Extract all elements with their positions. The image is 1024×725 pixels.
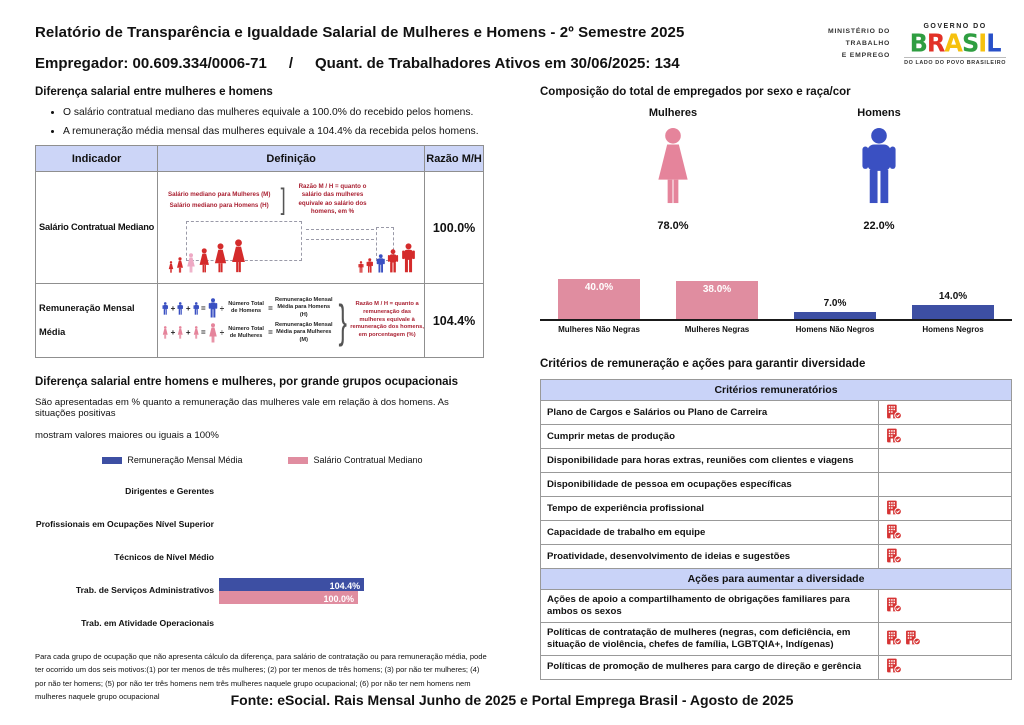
women-figures-group: [168, 239, 247, 273]
active-workers-count: Quant. de Trabalhadores Ativos em 30/06/2025: 134: [314, 55, 680, 72]
subtitle-separator: /: [288, 55, 293, 72]
result-women-label: Remuneração Mensal Média para Mulheres (M): [274, 322, 333, 343]
dashed-connector-line: [306, 229, 374, 230]
company-check-icon: [886, 658, 902, 673]
source-footer: Fonte: eSocial. Rais Mensal Junho de 2025 e Portal Emprega Brasil - Agosto de 2025: [230, 692, 794, 708]
man-icon: [193, 302, 200, 315]
ratio-avg-remuneration: 104.4%: [425, 284, 484, 358]
company-check-icon: [886, 548, 902, 563]
criteria-mark-cell: [879, 449, 1012, 473]
occupational-desc-line1: São apresentadas em % quanto a remuneração das mulheres vale em relação à dos homens. As situações positivas: [35, 397, 449, 419]
criteria-header-acoes: Ações para aumentar a diversidade: [541, 569, 1012, 590]
women-formula-row: + + = ÷ Número Total de Mulheres = Remuneração Mensal Média para Mulheres (M): [162, 322, 333, 344]
brasil-logo: BRASIL: [909, 27, 1001, 58]
men-percentage: 22.0%: [863, 220, 895, 232]
legend-swatch-blue: [102, 457, 122, 464]
value-bar: 100.0%: [219, 591, 358, 604]
occupational-desc-line2: mostram valores maiores ou iguais a 100%: [35, 430, 219, 441]
woman-icon: [208, 323, 218, 343]
ministry-label: MINISTÉRIO DO TRABALHO E EMPREGO: [828, 27, 891, 60]
ratio-note: Razão M / H = quanto a remuneração das mulheres equivale à remuneração dos homens, em porcentagem (%): [350, 300, 425, 339]
woman-icon: [168, 261, 174, 273]
table-row: Políticas de contratação de mulheres (negras, com deficiência, em situação de violência, chefes de família, LGBTQIA+, Indígenas): [541, 622, 1012, 655]
legend-swatch-pink: [288, 457, 308, 464]
company-check-icon: [886, 500, 902, 515]
man-icon: [366, 258, 374, 273]
government-logo-block: [828, 16, 1010, 72]
men-pictogram: [789, 107, 969, 232]
women-percentage: 78.0%: [657, 220, 689, 232]
legend-item-pink: Salário Contratual Mediano: [288, 455, 422, 465]
criteria-mark-cell: [879, 545, 1012, 569]
def-line-women: Salário mediano para Mulheres (M): [167, 190, 271, 198]
chart-legend: [35, 455, 490, 465]
table-row: Disponibilidade para horas extras, reuniões com clientes e viagens: [541, 449, 1012, 473]
man-icon: [208, 298, 218, 318]
employer-id: Empregador: 00.609.334/0006-71: [35, 55, 267, 72]
indicator-avg-remuneration: Remuneração Mensal Média: [36, 284, 158, 358]
people-comparison-graphic: [160, 219, 422, 277]
result-men-label: Remuneração Mensal Média para Homens (H): [274, 297, 333, 318]
governo-do-brasil-logo: GOVERNO DO BRASIL DO LADO DO POVO BRASILEIRO: [904, 22, 1006, 66]
man-icon: [859, 127, 899, 205]
criteria-mark-cell: [879, 622, 1012, 655]
woman-icon: [176, 257, 184, 273]
report-subtitle: [35, 55, 702, 72]
woman-icon: [177, 326, 184, 339]
company-check-icon: [886, 524, 902, 539]
table-row: Políticas de promoção de mulheres para cargo de direção e gerência: [541, 655, 1012, 679]
women-label: Mulheres: [648, 107, 698, 119]
man-icon: [401, 243, 416, 273]
men-figures-group: [358, 243, 416, 273]
table-row: Cumprir metas de produção: [541, 425, 1012, 449]
table-row: Proatividade, desenvolvimento de ideias e sugestões: [541, 545, 1012, 569]
criteria-mark-cell: [879, 473, 1012, 497]
def-line-men: Salário mediano para Homens (H): [169, 201, 269, 209]
man-icon: [177, 302, 184, 315]
company-check-icon: [886, 597, 902, 612]
divisor-men-label: Número Total de Homens: [228, 300, 264, 315]
dashed-connector-line: [306, 239, 374, 240]
woman-icon: [193, 326, 200, 339]
company-check-icon: [905, 630, 921, 645]
bar-homens-negros: 14.0%: [894, 268, 1012, 319]
bullet-avg-remuneration: • A remuneração média mensal das mulheres equivale a 104.4% da recebida pelos homens.: [63, 126, 490, 137]
table-row: Plano de Cargos e Salários ou Plano de Carreira: [541, 401, 1012, 425]
report-title: Relatório de Transparência e Igualdade Salarial de Mulheres e Homens - 2º Semestre 2025: [35, 24, 685, 41]
table-row: Tempo de experiência profissional: [541, 497, 1012, 521]
chart-row: Profissionais em Ocupações Nível Superior: [35, 519, 214, 530]
criteria-mark-cell: [879, 425, 1012, 449]
man-icon: [387, 249, 399, 273]
salary-diff-title: Diferença salarial entre mulheres e homens: [35, 86, 273, 98]
indicator-median-salary: Salário Contratual Mediano: [36, 172, 158, 284]
indicator-table: [35, 145, 484, 358]
criteria-mark-cell: [879, 401, 1012, 425]
bracket-glyph: ]: [280, 182, 286, 216]
ratio-median-salary: 100.0%: [425, 172, 484, 284]
table-row: Ações de apoio a compartilhamento de obrigações familiares para ambos os sexos: [541, 590, 1012, 623]
remuneration-definition-diagram: [158, 292, 424, 350]
woman-icon: [198, 248, 211, 273]
composition-title: Composição do total de empregados por sexo e raça/cor: [540, 86, 851, 98]
bullet-median-salary: • O salário contratual mediano das mulheres equivale a 100.0% do recebido pelos homens.: [63, 107, 490, 118]
median-salary-definition-diagram: [158, 179, 424, 277]
men-formula-row: + + = ÷ Número Total de Homens = Remuneração Mensal Média para Homens (H): [162, 297, 333, 319]
criteria-table: [540, 379, 1012, 680]
company-check-icon: [886, 404, 902, 419]
criteria-mark-cell: [879, 497, 1012, 521]
company-check-icon: [886, 630, 902, 645]
sex-pictograms: [540, 107, 1012, 232]
occupational-footnote: Para cada grupo de ocupação que não apresenta cálculo da diferença, para salário de contratação ou para remuneração média, pode ter ocorrido um dos seis motivos:(1) por ter menos de três mulheres; (2) por ter menos de três homens; (3) por não ter mulheres; (4) por não ter homens; (5) por não ter três homens nem três mulheres naquele grupo ocupacional; (6) por não ter nem homens nem mulheres naquele grupo ocupacional: [35, 652, 487, 701]
bar-mulheres-negras: 38.0%: [658, 268, 776, 319]
criteria-header-remuneratorios: Critérios remuneratórios: [541, 380, 1012, 401]
woman-icon: [162, 326, 169, 339]
occupational-title: Diferença salarial entre homens e mulheres, por grande grupos ocupacionais: [35, 376, 459, 388]
occupational-bar-chart: [35, 475, 490, 640]
company-check-icon: [886, 428, 902, 443]
table-row: [36, 284, 484, 358]
legend-item-blue: Remuneração Mensal Média: [102, 455, 242, 465]
criteria-mark-cell: [879, 590, 1012, 623]
woman-icon: [213, 243, 228, 273]
table-row: Disponibilidade de pessoa em ocupações específicas: [541, 473, 1012, 497]
men-label: Homens: [857, 107, 901, 119]
chart-row: Técnicos de Nível Médio: [114, 552, 214, 563]
chart-row: Trab. em Atividade Operacionais: [81, 618, 214, 629]
women-pictogram: [583, 107, 763, 232]
col-header-razao: Razão M/H: [425, 146, 484, 172]
criteria-mark-cell: [879, 521, 1012, 545]
woman-icon-highlight: [186, 253, 196, 273]
table-row: Capacidade de trabalho em equipe: [541, 521, 1012, 545]
woman-icon: [230, 239, 247, 273]
ratio-note: Razão M / H = quanto o salário das mulheres equivale ao salário dos homens, em %: [298, 182, 367, 215]
chart-row: Dirigentes e Gerentes: [125, 486, 214, 497]
woman-icon: [653, 127, 693, 205]
col-header-indicador: Indicador: [36, 146, 158, 172]
chart-row: Trab. de Serviços Administrativos 104.4% 100.0%: [35, 574, 490, 607]
bar-mulheres-nao-negras: 40.0%: [540, 268, 658, 319]
brace-glyph: }: [338, 294, 347, 347]
man-icon: [162, 302, 169, 315]
salary-diff-bullets: [35, 107, 490, 137]
value-bar: 104.4%: [219, 578, 364, 591]
divisor-women-label: Número Total de Mulheres: [228, 325, 264, 339]
table-row: [36, 172, 484, 284]
bar-homens-nao-negros: 7.0%: [776, 268, 894, 319]
race-composition-chart: 40.0% 38.0% 7.0% 14.0% Mulheres Não Negras Mulheres Negras Homens Não Negros Homens Negros: [540, 268, 1012, 334]
man-icon: [358, 261, 364, 273]
man-icon-highlight: [376, 254, 386, 273]
col-header-definicao: Definição: [158, 146, 425, 172]
criteria-mark-cell: [879, 655, 1012, 679]
criteria-section: [540, 358, 1012, 680]
report-header: [0, 0, 1024, 72]
criteria-title: Critérios de remuneração e ações para garantir diversidade: [540, 358, 866, 370]
